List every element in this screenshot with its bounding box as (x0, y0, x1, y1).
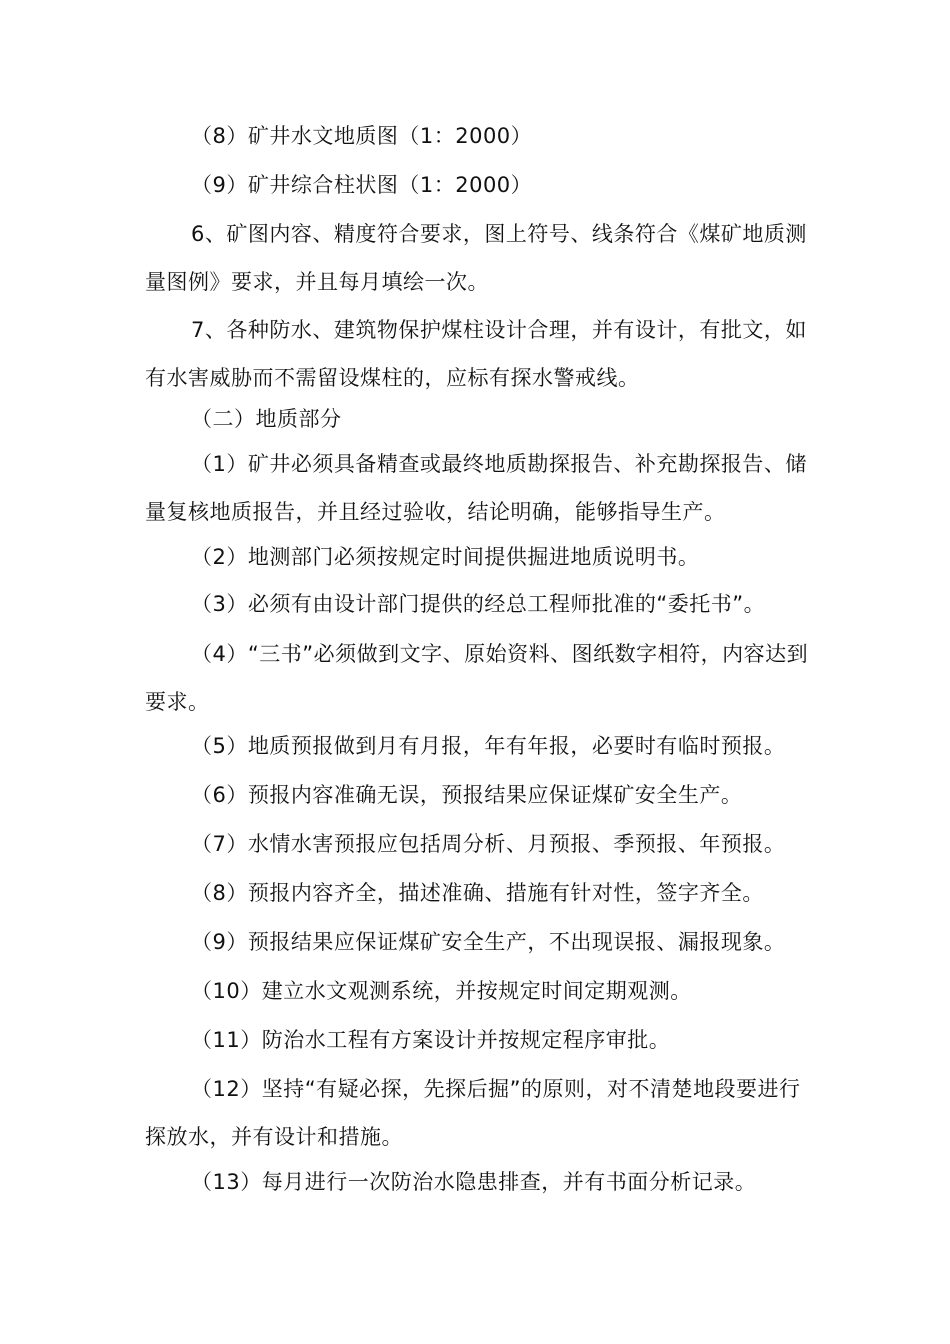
paragraph-geology-item-9: （9）预报结果应保证煤矿安全生产，不出现误报、漏报现象。 (191, 930, 786, 954)
paragraph-geology-item-6: （6）预报内容准确无误，预报结果应保证煤矿安全生产。 (191, 783, 743, 807)
paragraph-geology-item-11: （11）防治水工程有方案设计并按规定程序审批。 (191, 1028, 671, 1052)
paragraph-coal-pillar-design: 7、各种防水、建筑物保护煤柱设计合理，并有设计，有批文，如有水害威胁而不需留设煤柱的，应标有探水警戒线。 (145, 318, 807, 390)
paragraph-geology-item-13: （13）每月进行一次防治水隐患排查，并有书面分析记录。 (191, 1170, 757, 1194)
paragraph-geology-item-1: （1）矿井必须具备精查或最终地质勘探报告、补充勘探报告、储量复核地质报告，并且经过验收，结论明确，能够指导生产。 (145, 452, 807, 524)
paragraph-map-requirements: 6、矿图内容、精度符合要求，图上符号、线条符合《煤矿地质测量图例》要求，并且每月填绘一次。 (145, 222, 807, 294)
paragraph-geology-item-10: （10）建立水文观测系统，并按规定时间定期观测。 (191, 979, 692, 1003)
paragraph-mine-hydrogeology-map: （8）矿井水文地质图（1：2000） (191, 124, 533, 148)
paragraph-geology-item-8: （8）预报内容齐全，描述准确、措施有针对性，签字齐全。 (191, 881, 764, 905)
paragraph-geology-item-7: （7）水情水害预报应包括周分析、月预报、季预报、年预报。 (191, 832, 786, 856)
section-heading-geology: （二）地质部分 (191, 407, 342, 431)
paragraph-geology-item-3: （3）必须有由设计部门提供的经总工程师批准的“委托书”。 (191, 592, 766, 616)
paragraph-geology-item-5: （5）地质预报做到月有月报，年有年报，必要时有临时预报。 (191, 734, 786, 758)
paragraph-geology-item-2: （2）地测部门必须按规定时间提供掘进地质说明书。 (191, 545, 700, 569)
paragraph-mine-column-map: （9）矿井综合柱状图（1：2000） (191, 173, 533, 197)
paragraph-geology-item-12: （12）坚持“有疑必探，先探后掘”的原则，对不清楚地段要进行探放水，并有设计和措施。 (145, 1077, 801, 1149)
paragraph-geology-item-4: （4）“三书”必须做到文字、原始资料、图纸数字相符，内容达到要求。 (145, 642, 809, 714)
